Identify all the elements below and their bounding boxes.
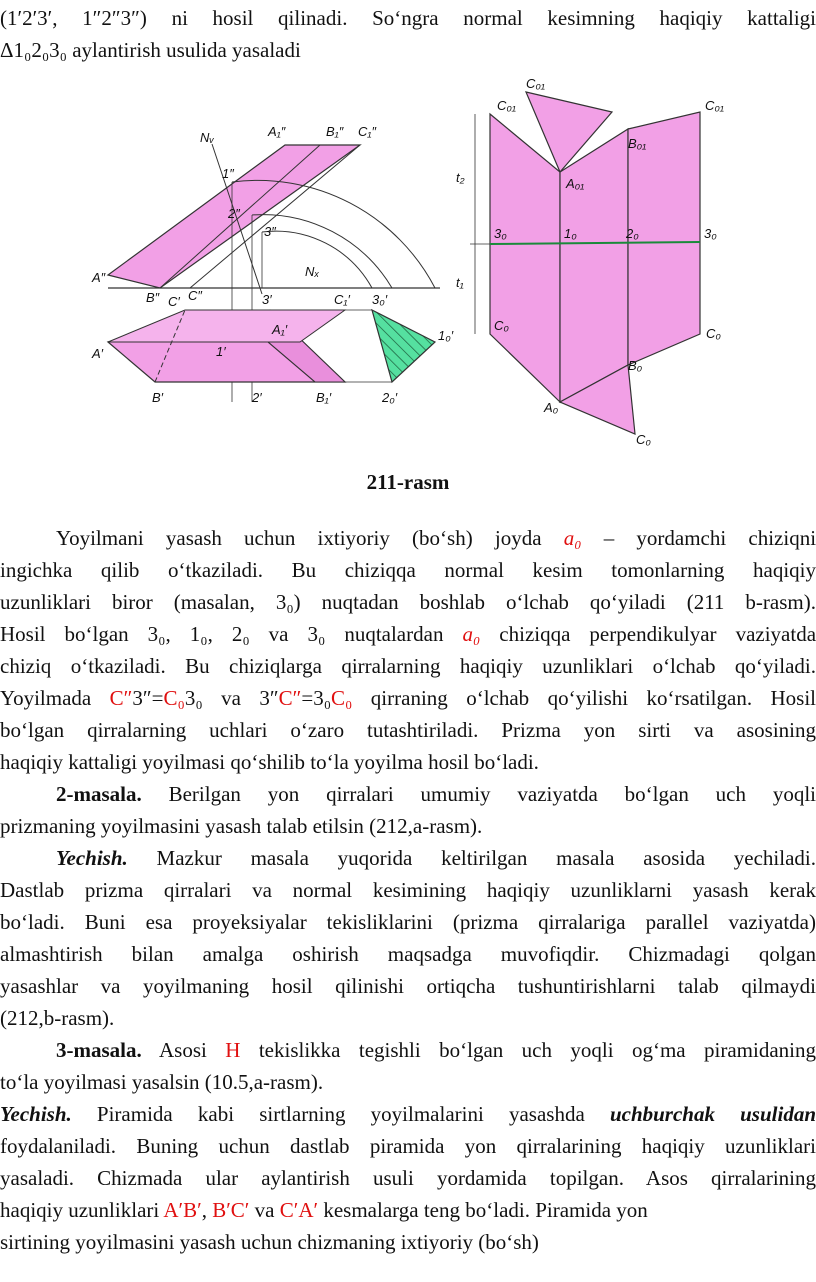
label: 1₀′ (438, 328, 454, 343)
rotation-arc (262, 231, 372, 288)
label: C₀₁ (497, 98, 516, 113)
text-line: yasaladi. Chizmada ular aylantirish usuli yordamida topilgan. Asos qirralarining (0, 1166, 816, 1190)
label: B′ (152, 390, 164, 405)
text-line: prizmaning yoyilmasini yasash talab etilsin (212,a-rasm). (0, 814, 483, 838)
text-line: Yoyilmada C″3″=C₀3₀ va 3″C″=3₀C₀ qirraning o‘lchab qo‘yilishi ko‘rsatilgan. Hosil (0, 686, 816, 710)
label: 2″ (228, 206, 240, 221)
label: Nₓ (305, 264, 320, 279)
text-line: yasashlar va yoyilmaning hosil qilinishi ortiqcha tushuntirishlarni talab qilmaydi (0, 974, 816, 998)
label: Nᵥ (200, 130, 215, 145)
text-line: Hosil bo‘lgan 3₀, 1₀, 2₀ va 3₀ nuqtalardan a₀ chiziqqa perpendikulyar vaziyatda (0, 622, 816, 646)
label: 2′ (252, 390, 262, 405)
label: A₁″ (268, 124, 286, 139)
label: C₀ (636, 432, 651, 447)
label: A′ (92, 346, 104, 361)
label: C₀₁ (705, 98, 724, 113)
development-face (490, 114, 560, 402)
text-line: ingichka qilib o‘tkaziladi. Bu chiziqqa normal kesim tomonlarning haqiqiy (0, 558, 816, 582)
text-line: foydalaniladi. Buning uchun dastlab piramida yon qirralarining haqiqiy uzunliklari (0, 1134, 816, 1158)
label: B₀ (628, 358, 643, 373)
edge (160, 145, 320, 288)
label: t₂ (456, 170, 465, 185)
figure-211 (0, 72, 816, 462)
label: C₀₁ (526, 76, 545, 91)
label: B₀₁ (628, 136, 647, 151)
label: B₁″ (326, 124, 344, 139)
label: C₁″ (358, 124, 377, 139)
text-line: Δ1₀2₀3₀ aylantirish usulida yasaladi (0, 38, 301, 62)
text-line: almashtirish bilan amalga oshirish maqsadga muvofiqdir. Chizmadagi qolgan (0, 942, 816, 966)
label: 1₀ (564, 226, 577, 241)
label: t₁ (456, 275, 464, 290)
text-line: (212,b-rasm). (0, 1006, 115, 1030)
normal-section-true-size (372, 310, 435, 382)
label: A″ (92, 270, 106, 285)
text-line: to‘la yoyilmasi yasalsin (10.5,a-rasm). (0, 1070, 324, 1094)
text-line: 3-masala. Asosi H tekislikka tegishli bo‘lgan uch yoqli og‘ma piramidaning (56, 1038, 816, 1062)
figure-caption: 211-rasm (366, 470, 450, 494)
text-line: 2-masala. Berilgan yon qirralari umumiy vaziyatda bo‘lgan uch yoqli (56, 782, 816, 806)
label: A₀ (544, 400, 559, 415)
label: C₀ (494, 318, 509, 333)
label: 3″ (264, 224, 276, 239)
label: 2₀′ (382, 390, 398, 405)
label: A₀₁ (566, 176, 585, 191)
label: C₀ (706, 326, 721, 341)
text-line: bo‘lgan qirralarning uchlari o‘zaro tutashtiriladi. Prizma yon sirti va asosining (0, 718, 816, 742)
text-line: Dastlab prizma qirralari va normal kesimining haqiqiy uzunliklarni yasash kerak (0, 878, 816, 902)
label: 1″ (222, 166, 234, 181)
label: 3₀ (494, 226, 507, 241)
label: 3₀ (704, 226, 717, 241)
label: C₁′ (334, 292, 350, 307)
text-line: chiziq o‘tkaziladi. Bu chiziqlarga qirralarning haqiqiy uzunliklari o‘lchab qo‘yiladi. (0, 654, 816, 678)
label: C″ (188, 288, 202, 303)
text-line: haqiqiy kattaligi yoyilmasi qo‘shilib to‘la yoyilma hosil bo‘ladi. (0, 750, 539, 774)
label: A₁′ (272, 322, 288, 337)
horizontal-prism-top (108, 310, 345, 342)
label: 3′ (262, 292, 272, 307)
label: B″ (146, 290, 160, 305)
label: 2₀ (626, 226, 639, 241)
text-line: (1′2′3′, 1″2″3″) ni hosil qilinadi. So‘ngra normal kesimning haqiqiy kattaligi (0, 6, 816, 30)
text-line: Yechish. Piramida kabi sirtlarning yoyilmalarini yasashda uchburchak usulidan (0, 1102, 816, 1126)
label: 1′ (216, 344, 226, 359)
text-line: bo‘ladi. Buni esa proyeksiyalar tekisliklarini (prizma qirralariga parallel vaziyatda) (0, 910, 816, 934)
text-line: Yechish. Mazkur masala yuqorida keltirilgan masala asosida yechiladi. (56, 846, 816, 870)
text-line: haqiqiy uzunliklari A′B′, B′C′ va C′A′ kesmalarga teng bo‘ladi. Piramida yon (0, 1198, 648, 1222)
text-line: uzunliklari biror (masalan, 3₀) nuqtadan boshlab o‘lchab qo‘yiladi (211 b-rasm). (0, 590, 816, 614)
text-line: sirtining yoyilmasini yasash uchun chizmaning ixtiyoriy (bo‘sh) (0, 1230, 539, 1254)
label: B₁′ (316, 390, 332, 405)
development-face (560, 129, 628, 402)
text-line: Yoyilmani yasash uchun ixtiyoriy (bo‘sh) joyda a₀ – yordamchi chiziqni (56, 526, 816, 550)
label: C′ (168, 294, 180, 309)
label: 3₀′ (372, 292, 388, 307)
